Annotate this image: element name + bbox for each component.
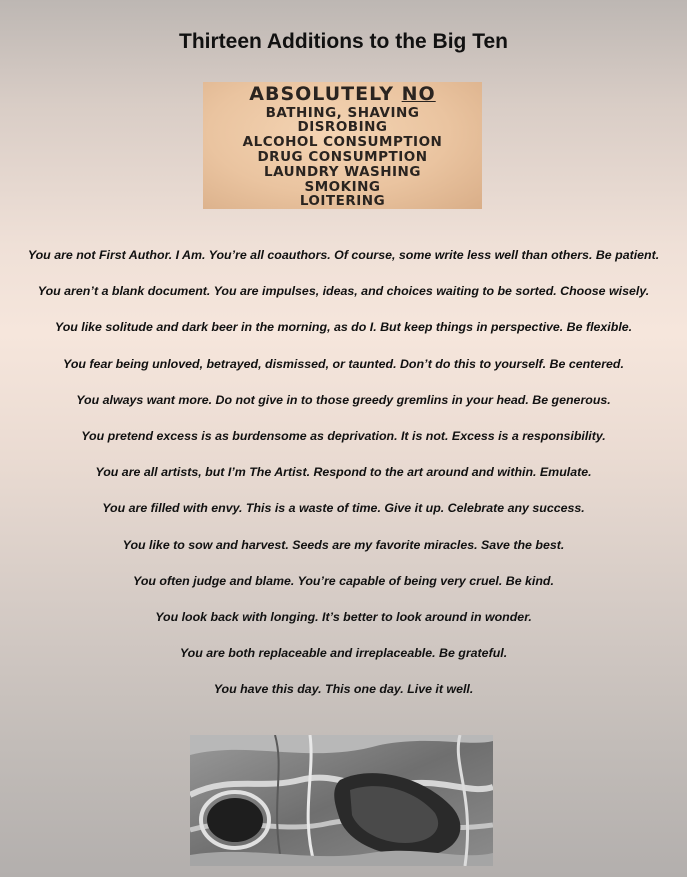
rule-item: You have this day. This one day. Live it well. xyxy=(213,682,474,697)
weathered-wood-image xyxy=(190,735,493,866)
rule-item: You like solitude and dark beer in the morning, as do I. But keep things in perspective. Be flexible. xyxy=(54,320,633,335)
sign-line: DISROBING xyxy=(297,119,388,135)
rule-item: You look back with longing. It’s better to look around in wonder. xyxy=(155,609,532,624)
rule-item: You pretend excess is as burdensome as deprivation. It is not. Excess is a responsibility. xyxy=(81,428,606,443)
sign-headline-no: NO xyxy=(401,83,436,105)
rule-item: You are not First Author. I Am. You’re all coauthors. Of course, some write less well than others. Be patient. xyxy=(27,248,660,262)
sign-headline-prefix: ABSOLUTELY xyxy=(249,83,395,105)
rule-item: You often judge and blame. You’re capable of being very cruel. Be kind. xyxy=(133,573,554,588)
rule-item: You fear being unloved, betrayed, dismissed, or taunted. Don’t do this to yourself. Be centered. xyxy=(63,356,624,371)
rule-item: You always want more. Do not give in to those greedy gremlins in your head. Be generous. xyxy=(76,392,611,407)
rule-item: You are filled with envy. This is a waste of time. Give it up. Celebrate any success. xyxy=(102,501,585,516)
absolutely-no-sign-image xyxy=(203,82,482,209)
sign-line: ALCOHOL CONSUMPTION xyxy=(242,134,443,150)
sign-line: BATHING, SHAVING xyxy=(265,105,420,121)
rule-item: You like to sow and harvest. Seeds are my favorite miracles. Save the best. xyxy=(122,537,565,552)
weathered-wood-photo xyxy=(190,735,493,866)
sign-line: LAUNDRY WASHING xyxy=(264,164,421,180)
sign-line: SMOKING xyxy=(304,179,381,195)
rule-item: You aren’t a blank document. You are impulses, ideas, and choices waiting to be sorted. Choose wisely. xyxy=(37,284,650,299)
sign-headline xyxy=(203,83,482,105)
rule-item: You are all artists, but I’m The Artist. Respond to the art around and within. Emulate. xyxy=(95,465,592,480)
rules-list xyxy=(0,245,687,715)
page-title: Thirteen Additions to the Big Ten xyxy=(179,30,508,53)
rule-item: You are both replaceable and irreplaceable. Be grateful. xyxy=(179,646,508,661)
sign-line: LOITERING xyxy=(299,193,386,209)
sign-line: DRUG CONSUMPTION xyxy=(257,149,428,165)
